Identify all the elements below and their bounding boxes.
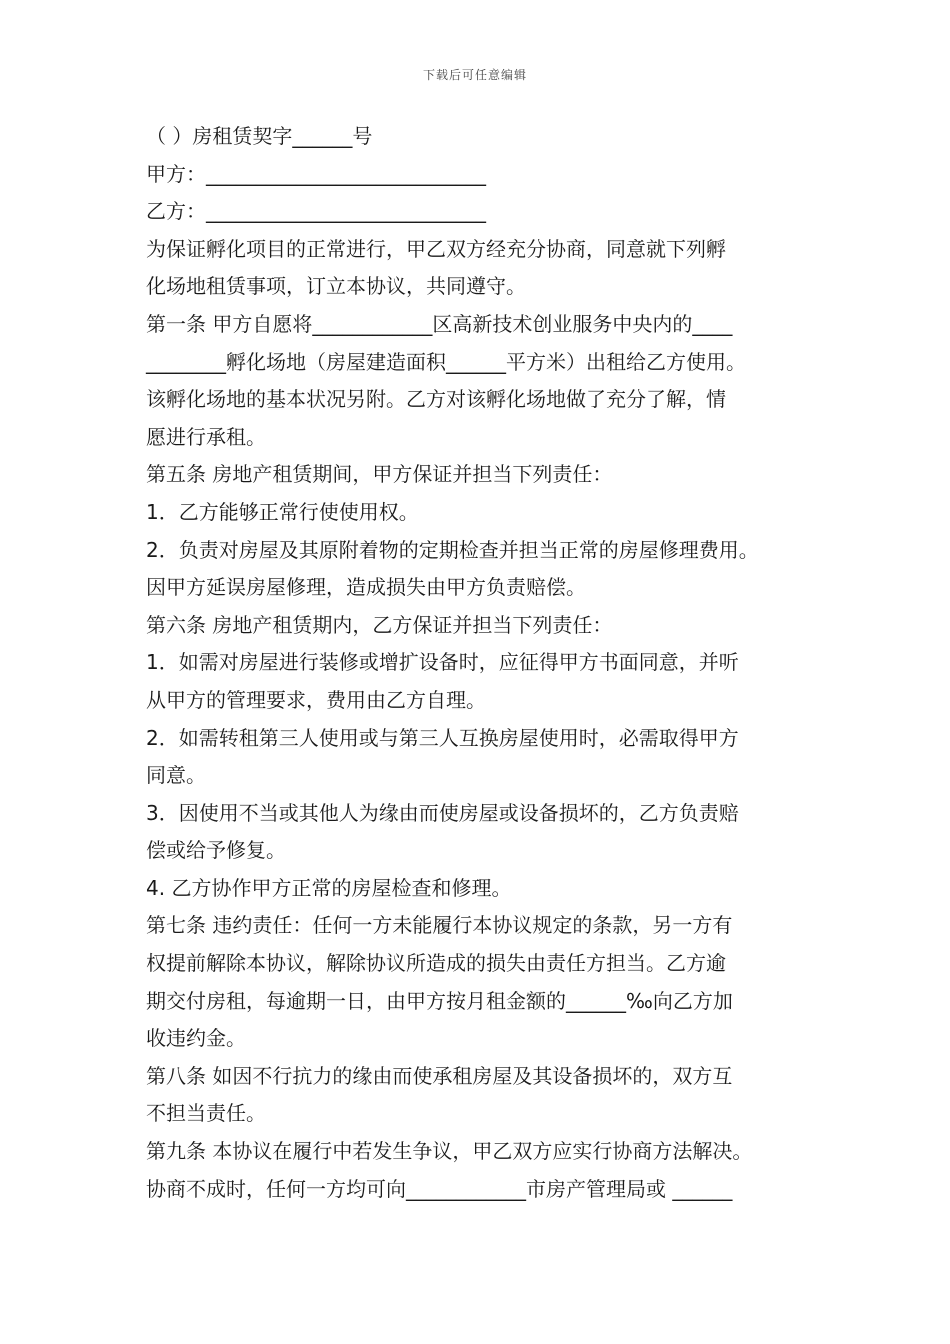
article-6-item: 从甲方的管理要求，费用由乙方自理。 (146, 687, 486, 712)
article-6-item: 同意。 (146, 763, 206, 788)
article-7-line: 期交付房租，每逾期一日，由甲方按月租金额的______‰向乙方加 (146, 988, 733, 1013)
article-9-line: 第九条 本协议在履行中若发生争议，甲乙双方应实行协商方法解决。 (146, 1139, 753, 1164)
article-1-line: 愿进行承租。 (146, 424, 266, 449)
article-7-line: 权提前解除本协议，解除协议所造成的损失由责任方担当。乙方逾 (146, 951, 726, 976)
article-1-line: 第一条 甲方自愿将____________区高新技术创业服务中央内的____ (146, 311, 733, 336)
article-1-line: ________孵化场地（房屋建造面积______平方米）出租给乙方使用。 (146, 349, 746, 374)
article-1-line: 该孵化场地的基本状况另附。乙方对该孵化场地做了充分了解，情 (146, 387, 726, 412)
article-5-item: 2．负责对房屋及其原附着物的定期检查并担当正常的房屋修理费用。 (146, 537, 759, 562)
party-b-line: 乙方：____________________________ (146, 199, 486, 224)
article-6-item: 偿或给予修复。 (146, 838, 286, 863)
preamble-line: 化场地租赁事项，订立本协议，共同遵守。 (146, 274, 526, 299)
article-5-item: 因甲方延误房屋修理，造成损失由甲方负责赔偿。 (146, 575, 586, 600)
party-a-line: 甲方：____________________________ (146, 161, 486, 186)
article-6-item: 2．如需转租第三人使用或与第三人互换房屋使用时，必需取得甲方 (146, 725, 739, 750)
article-8-line: 不担当责任。 (146, 1101, 266, 1126)
article-7-line: 收违约金。 (146, 1026, 246, 1051)
article-6-item: 1．如需对房屋进行装修或增扩设备时，应征得甲方书面同意，并听 (146, 650, 739, 675)
article-5-item: 1．乙方能够正常行使使用权。 (146, 499, 419, 524)
article-6-item: 3．因使用不当或其他人为缘由而使房屋或设备损坏的，乙方负责赔 (146, 800, 739, 825)
document-body (146, 118, 836, 1208)
page-header: 下载后可任意编辑 (422, 68, 527, 82)
article-6-item: 4. 乙方协作甲方正常的房屋检查和修理。 (146, 875, 512, 900)
article-6-line: 第六条 房地产租赁期内，乙方保证并担当下列责任： (146, 612, 613, 637)
contract-number-line: （ ）房租赁契字______号 (146, 124, 373, 148)
article-5-line: 第五条 房地产租赁期间，甲方保证并担当下列责任： (146, 462, 613, 487)
preamble-line: 为保证孵化项目的正常进行，甲乙双方经充分协商，同意就下列孵 (146, 236, 726, 261)
article-7-line: 第七条 违约责任：任何一方未能履行本协议规定的条款，另一方有 (146, 913, 733, 938)
article-9-line: 协商不成时，任何一方均可向____________市房产管理局或 ______ (146, 1176, 733, 1201)
article-8-line: 第八条 如因不行抗力的缘由而使承租房屋及其设备损坏的，双方互 (146, 1063, 733, 1088)
